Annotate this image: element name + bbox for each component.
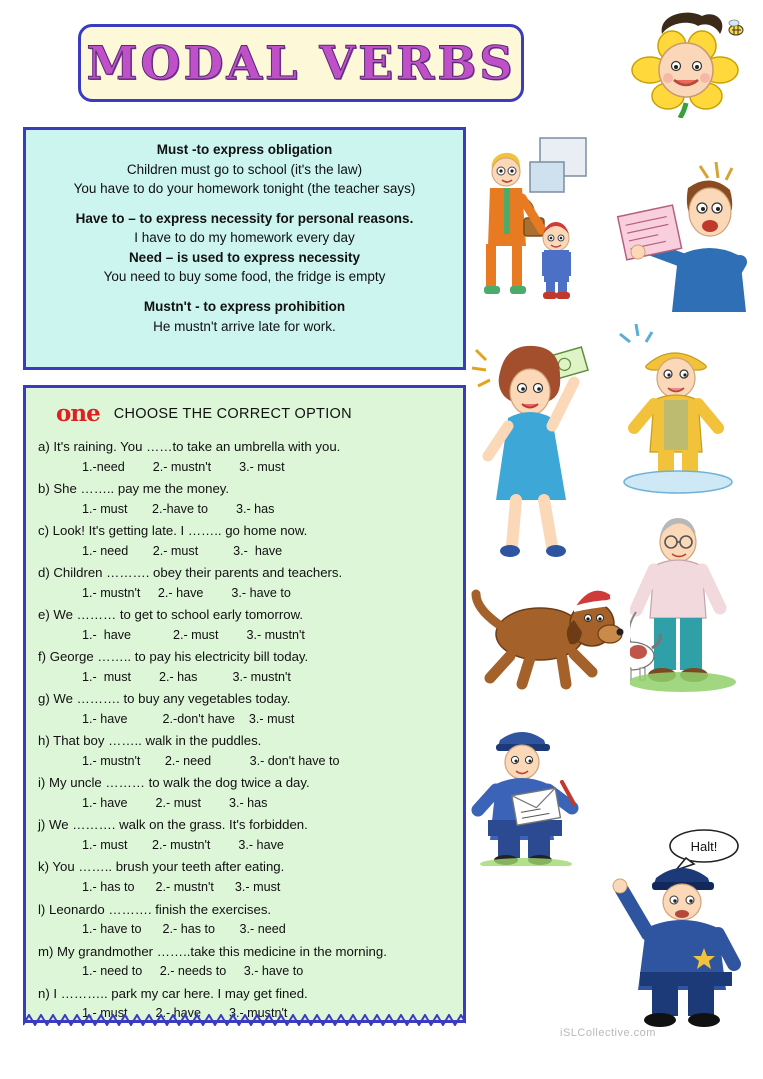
question-options[interactable]: 1.- mustn't 2.- have 3.- have to — [82, 585, 291, 600]
question-text: k) You …….. brush your teeth after eating. — [38, 859, 285, 875]
postman-writing-illustration — [470, 716, 605, 866]
rule-line: Children must go to school (it's the law) — [126, 161, 363, 177]
watermark: iSLCollective.com — [560, 1027, 656, 1039]
question-options[interactable]: 1.- have 2.- must 3.- has — [82, 796, 268, 811]
rule-line: You have to do your homework tonight (the teacher says) — [73, 181, 416, 197]
question-text: d) Children ………. obey their parents and teachers. — [38, 565, 343, 581]
question-options[interactable]: 1.- have 2.-don't have 3.- must — [82, 712, 295, 727]
question-options[interactable]: 1.- need 2.- must 3.- have — [82, 543, 283, 558]
question-text: h) That boy …….. walk in the puddles. — [38, 733, 262, 749]
question-options[interactable]: 1.-need 2.- mustn't 3.- must — [82, 459, 285, 474]
exercise-header — [56, 400, 453, 427]
question-text: e) We ……… to get to school early tomorrow. — [38, 607, 304, 623]
rule-line: Must -to express obligation — [156, 142, 333, 157]
question-text: b) She …….. pay me the money. — [38, 481, 230, 497]
question-text: g) We ………. to buy any vegetables today. — [38, 691, 291, 707]
rules-box — [23, 127, 466, 370]
question-options[interactable]: 1.- mustn't 2.- need 3.- don't have to — [82, 754, 340, 769]
rule-line: He mustn't arrive late for work. — [153, 318, 336, 334]
question-options[interactable]: 1.- have 2.- must 3.- mustn't — [82, 627, 305, 642]
question-text: f) George …….. to pay his electricity bill today. — [38, 649, 309, 665]
question-options[interactable]: 1.- must 2.-have to 3.- has — [82, 501, 275, 516]
rule-line: You need to buy some food, the fridge is empty — [103, 269, 386, 285]
exercise-instruction: CHOOSE THE CORRECT OPTION — [113, 405, 352, 422]
worksheet-title-box — [78, 24, 524, 102]
question-text: n) I ……….. park my car here. I may get fined. — [38, 985, 308, 1001]
question-options[interactable]: 1.- must 2.- mustn't 3.- have — [82, 838, 284, 853]
question-text: i) My uncle ……… to walk the dog twice a day. — [38, 775, 310, 791]
question-options[interactable]: 1.- has to 2.- mustn't 3.- must — [82, 880, 281, 895]
man-reading-bill-illustration — [604, 160, 754, 315]
question-options[interactable]: 1.- have to 2.- has to 3.- need — [82, 922, 286, 937]
question-options[interactable]: 1.- must 2.- have 3.- mustn't — [82, 1006, 288, 1021]
question-text: c) Look! It's getting late. I …….. go home now. — [38, 523, 308, 539]
question-options[interactable]: 1.- must 2.- has 3.- mustn't — [82, 670, 291, 685]
policeman-halt-illustration — [600, 824, 755, 1034]
exercise-box — [23, 385, 466, 1023]
woman-with-money-illustration — [468, 330, 608, 565]
mother-and-child-illustration — [466, 126, 606, 316]
question-text: l) Leonardo ………. finish the exercises. — [38, 901, 272, 917]
question-text: m) My grandmother ……..take this medicine in the morning. — [38, 943, 387, 959]
speech-bubble-text: Halt! — [690, 839, 718, 854]
rule-line: Mustn't - to express prohibition — [143, 298, 346, 314]
rule-line: Have to – to express necessity for personal reasons. — [75, 210, 414, 226]
question-text: a) It's raining. You ……to take an umbrella with you. — [38, 439, 341, 454]
boy-in-puddle-illustration — [606, 316, 756, 496]
question-options[interactable]: 1.- need to 2.- needs to 3.- have to — [82, 964, 304, 979]
rule-line: I have to do my homework every day — [134, 230, 355, 246]
zigzag-border — [23, 1014, 466, 1026]
running-dog-illustration — [470, 572, 630, 702]
rule-line: Need – is used to express necessity — [128, 249, 361, 265]
old-man-walking-dog-illustration — [620, 500, 755, 700]
question-text: j) We ………. walk on the grass. It's forbidden. — [38, 817, 308, 833]
page-title: MODAL VERBS — [86, 36, 516, 90]
flower-baby-bee-illustration — [610, 8, 755, 118]
exercise-number: one — [56, 400, 100, 427]
